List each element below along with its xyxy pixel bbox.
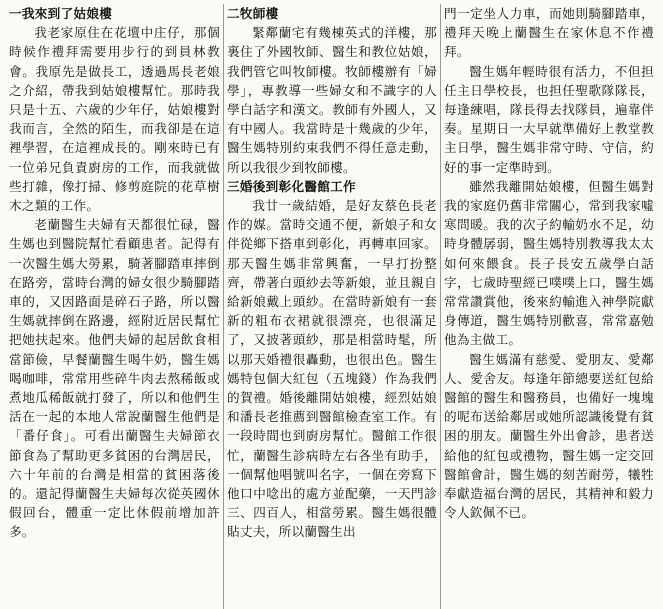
paragraph: 雖然我離開姑娘樓，但醫生媽對我的家庭仍舊非常關心，常到我家噓寒問暖。我的次子約輸奶水不足，幼時身體孱弱，醫生媽特別教導我太太如何來餵食。長子長安五歲學白話字，七歲時聖經已噗噗上口，醫生媽常常讚賞他，後來約輸進入神學院獻身傳道，醫生媽特別歡喜，常常嘉勉他為主做工。: [444, 178, 654, 348]
paragraph: 老蘭醫生夫婦有天都很忙碌，醫生媽也到醫院幫忙看顧患者。記得有一次醫生媽大勞累，騎著腳踏車摔倒在路旁，當時台灣的婦女很少騎腳踏車的，又因路面是碎石子路，所以醫生媽就摔倒在路邊，經附近居民幫忙把她扶起來。他們夫婦的起居飲食相當節儉，早餐蘭醫生喝牛奶，醫生媽喝咖啡，常常用些碎牛肉去熬稀飯或煮地瓜稀飯就打發了，所以和他們生活在一起的本地人常說蘭醫生他們是「番仔食」。可看出蘭醫生夫婦節衣節食為了幫助更多貧困的台灣居民，六十年前的台灣是相當的貧困落後的。還記得蘭醫生夫婦每次從英國休假回台，體重一定比休假前增加許多。: [9, 217, 220, 540]
paragraph: 醫生媽年輕時很有活力，不但担任主日學校長，也担任聖歌隊隊長，每逢練唱，隊長得去找隊員，遍靠伴奏。星期日一大早就準備好上教堂教主日學，醫生媽非常守時、守信，約好的事一定準時到。: [444, 63, 654, 175]
column-2: [223, 4, 440, 609]
section-heading-2: 二牧師樓: [227, 6, 279, 21]
paragraph: 我老家原住在花壇中庄仔，那個時候作禮拜需要用步行的到員林教會。我原先是做長工，透過馬長老娘之介紹，帶我到姑娘樓幫忙。那時我只是十五、六歲的少年仔，姑娘樓對我而言，全然的陌生，而我卻是在這裡學習，在這裡成長的。剛來時已有一位弟兄負責廚房的工作，而我就做些打雜，像打掃、修剪庭院的花草樹木之類的工作。: [9, 25, 220, 214]
paragraph: 醫生媽滿有慈愛、愛朋友、愛鄰人、愛舍友。每逢年節總要送紅包給醫館的醫生和醫務員，也備好一塊塊的呢布送給鄰居或她所認識後覺有貧困的朋友。蘭醫生外出會診，患者送給他的紅包或禮物，醫生媽一定交回醫館會計，醫生媽的刻苦耐勞，犧牲奉獻造福台灣的居民，其精神和毅力令人欽佩不已。: [444, 351, 654, 521]
column-3: [440, 4, 657, 609]
paragraph: 緊鄰蘭宅有幾棟英式的洋樓，那裏住了外國牧師、醫生和教位姑娘，我們管它叫牧師樓。牧師樓辦有「婦學」，專教導一些婦女和不識字的人學白話字和漢文。教師有外國人，又有中國人。我當時是十幾歲的少年，醫生媽特別約束我們不得任意走動，所以我很少到牧師樓。: [227, 25, 437, 175]
paragraph: 我廿一歲結婚，是好友蔡色長老作的媒。當時交通不便，新娘子和女伴從鄉下搭車到彰化，再轉車回家。那天醫生媽非常興奮，一早打扮整齊，帶著白頭紗去等新娘，並且親自給新娘戴上頭紗。在當時新娘有一套新的粗布衣裙就很漂亮，也很滿足了，又披著頭紗，那是相當時髦，所以那天婚禮很轟動，也很出色。醫生媽特包個大紅包（五塊錢）作為我們的賀禮。婚後離開姑娘樓，經烈姑娘和潘長老推薦到醫館檢查室工作。有一段時間也到廚房幫忙。醫館工作很忙，蘭醫生診病時左右各坐有助手，一個幫他唱號叫名字，一個在旁寫下他口中唸出的處方並配藥，一天門診三、四百人，相當勞累。醫生媽很體貼丈夫，所以蘭醫生出: [227, 198, 437, 540]
section-heading-3: 三婚後到彰化醫館工作: [227, 178, 356, 194]
section-heading-1: 一我來到了姑娘樓: [9, 6, 113, 21]
paragraph-continued: 門一定坐人力車，而她則騎腳踏車，禮拜天晚上蘭醫生在家休息不作禮拜。: [444, 6, 654, 60]
column-1: [6, 4, 223, 609]
